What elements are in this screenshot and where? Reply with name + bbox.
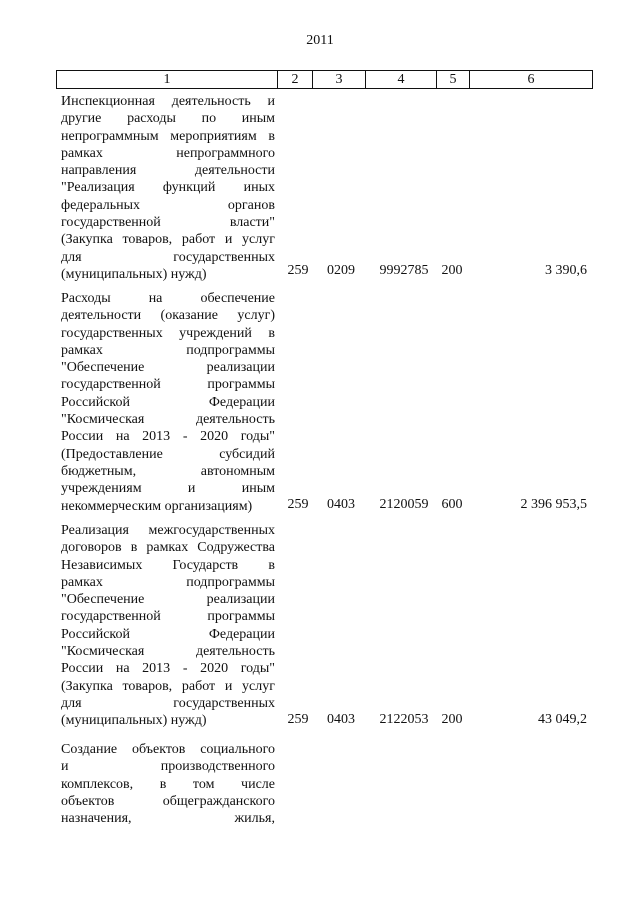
row-description [61,741,275,827]
section-code: 0403 [327,712,355,727]
desc-line: Расходы на обеспечение [61,291,275,306]
desc-line: (муниципальных) нужд) [61,713,207,729]
header-col-4: 4 [366,71,437,89]
desc-line: "Обеспечение реализации [61,592,275,608]
desc-line: "Реализация функций иных [61,180,275,196]
header-col-3: 3 [313,71,366,89]
desc-line: Инспекционная деятельность и [61,94,275,109]
desc-line: Реализация межгосударственных [61,523,275,538]
target-article-code: 2120059 [379,497,429,512]
header-col-6: 6 [470,71,593,89]
ministry-code: 259 [287,263,309,278]
desc-line: (Закупка товаров, работ и услуг [61,678,275,694]
desc-line: России на 2013 - 2020 годы" [61,429,275,445]
amount: 3 390,6 [545,263,587,278]
ministry-code: 259 [287,497,309,512]
desc-line: государственной программы [61,377,275,393]
desc-line: рамках подпрограммы [61,574,275,590]
header-col-1: 1 [57,71,278,89]
desc-line: для государственных [61,249,275,265]
desc-line: государственной власти" [61,215,275,231]
desc-line: (Предоставление субсидий [61,446,275,462]
target-article-code: 9992785 [379,263,429,278]
desc-line: государственных учреждений в [61,325,275,341]
desc-line: Независимых Государств в [61,557,275,573]
desc-line: рамках непрограммного [61,145,275,161]
desc-line: другие расходы по иным [61,111,275,127]
desc-line: России на 2013 - 2020 годы" [61,661,275,677]
desc-line: "Космическая деятельность [61,412,275,428]
ministry-code: 259 [287,712,309,727]
desc-line: комплексов, в том числе [61,776,275,792]
expense-type-code: 200 [441,712,463,727]
desc-line: непрограммным мероприятиям в [61,128,275,144]
section-code: 0209 [327,263,355,278]
desc-line: объектов общегражданского [61,793,275,809]
desc-line: Российской Федерации [61,626,275,642]
desc-line: бюджетным, автономным [61,463,275,479]
desc-line: (Закупка товаров, работ и услуг [61,232,275,248]
page-number: 2011 [306,33,334,48]
desc-line: "Обеспечение реализации [61,360,275,376]
row-description [61,93,275,283]
desc-line: учреждениям и иным [61,481,275,497]
desc-line: некоммерческим организациям) [61,498,253,514]
desc-line: и производственного [61,759,275,775]
target-article-code: 2122053 [379,712,429,727]
desc-line: договоров в рамках Содружества [61,540,275,556]
desc-line: Создание объектов социального [61,742,275,757]
header-col-2: 2 [278,71,313,89]
desc-line: назначения, жилья, [61,811,275,827]
section-code: 0403 [327,497,355,512]
desc-line: "Космическая деятельность [61,644,275,660]
desc-line: государственной программы [61,609,275,625]
header-col-5: 5 [437,71,470,89]
desc-line: федеральных органов [61,197,275,213]
desc-line: для государственных [61,695,275,711]
amount: 43 049,2 [538,712,587,727]
desc-line: направления деятельности [61,163,275,179]
expense-type-code: 600 [441,497,463,512]
row-description [61,290,275,515]
table-header [56,70,593,89]
desc-line: рамках подпрограммы [61,342,275,358]
desc-line: деятельности (оказание услуг) [61,308,275,324]
desc-line: (муниципальных) нужд) [61,266,207,282]
desc-line: Российской Федерации [61,394,275,410]
row-description [61,522,275,730]
amount: 2 396 953,5 [520,497,587,512]
expense-type-code: 200 [441,263,463,278]
